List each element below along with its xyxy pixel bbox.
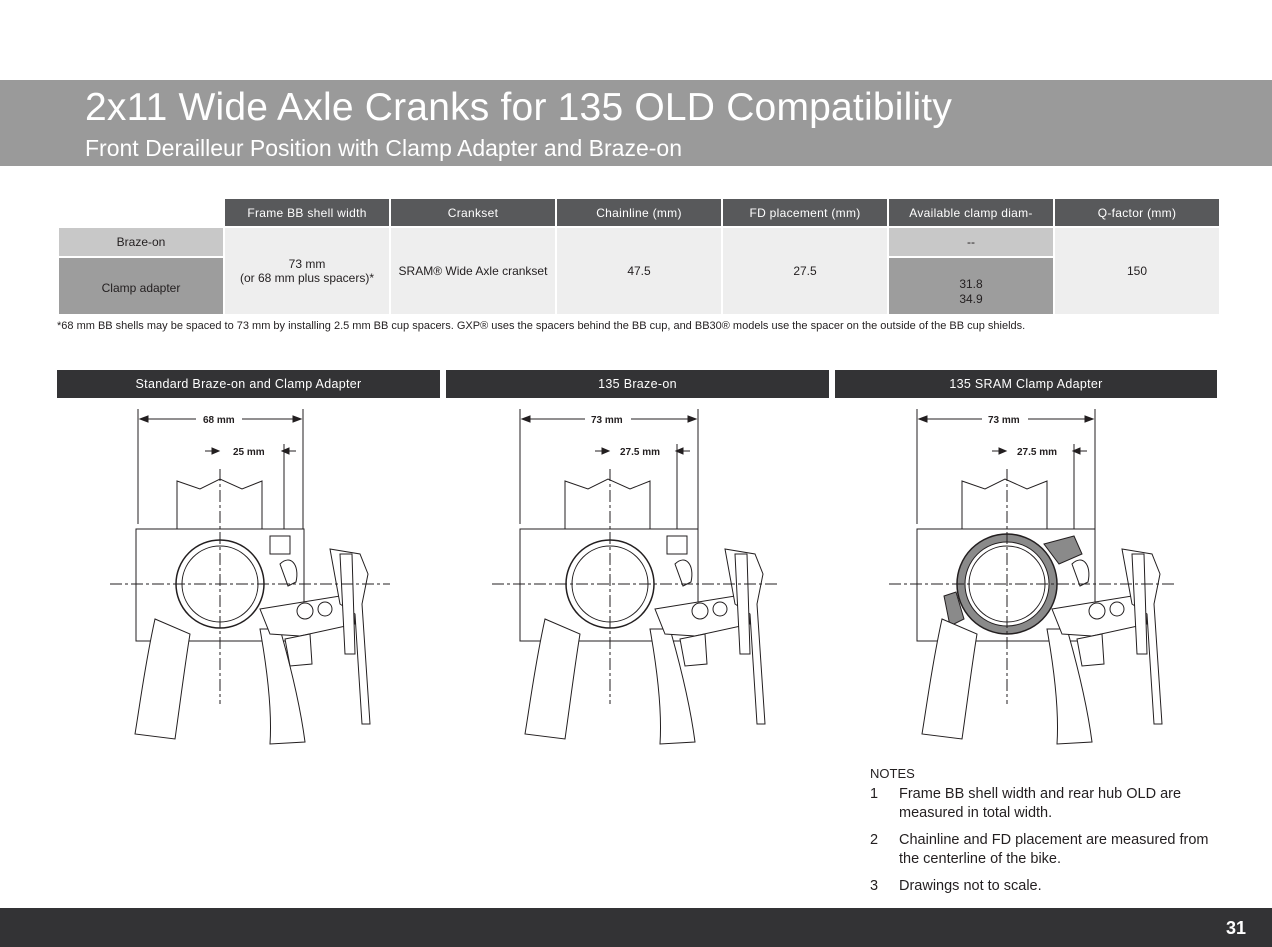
row-label-braze-on: Braze-on xyxy=(59,228,223,256)
inner-dimension-label: 27.5 mm xyxy=(1017,447,1058,458)
crankset-cell: SRAM® Wide Axle crankset xyxy=(391,228,555,314)
clamp-diam-value: 31.8 xyxy=(959,277,983,291)
compatibility-table xyxy=(57,197,1221,316)
title-banner xyxy=(0,80,1272,166)
fd-drawing-135-braze-on xyxy=(487,404,787,754)
note-text: Frame BB shell width and rear hub OLD are measured in total width. xyxy=(899,786,1182,821)
fd-placement-cell: 27.5 xyxy=(723,228,887,314)
fd-drawing-135-clamp-adapter xyxy=(884,404,1184,754)
panel-header-135-braze-on: 135 Braze-on xyxy=(446,370,829,398)
diagram-standard xyxy=(100,404,400,754)
note-text: Drawings not to scale. xyxy=(899,878,1042,894)
panel-header-135-clamp-adapter: 135 SRAM Clamp Adapter xyxy=(835,370,1217,398)
inner-dimension-label: 27.5 mm xyxy=(620,447,661,458)
page-subtitle: Front Derailleur Position with Clamp Adapter and Braze-on xyxy=(85,135,683,161)
notes-section xyxy=(870,766,1220,904)
note-number: 2 xyxy=(870,832,879,848)
column-header: Available clamp diam- xyxy=(889,199,1053,226)
bb-width-cell xyxy=(225,228,389,314)
column-header: FD placement (mm) xyxy=(723,199,887,226)
note-item xyxy=(870,877,1220,896)
table-header-row xyxy=(59,199,1219,226)
page-footer xyxy=(0,908,1272,947)
fd-drawing-standard xyxy=(100,404,400,754)
column-header: Q-factor (mm) xyxy=(1055,199,1219,226)
diagram-135-clamp-adapter xyxy=(884,404,1184,754)
outer-dimension-label: 73 mm xyxy=(988,415,1020,426)
clamp-diam-value: 34.9 xyxy=(959,292,983,306)
table-corner xyxy=(59,199,223,226)
outer-dimension-label: 73 mm xyxy=(591,415,623,426)
page-title: 2x11 Wide Axle Cranks for 135 OLD Compatibility xyxy=(85,86,953,129)
note-text: Chainline and FD placement are measured from the centerline of the bike. xyxy=(899,832,1209,867)
row-label-clamp-adapter: Clamp adapter xyxy=(59,258,223,314)
table-footnote: *68 mm BB shells may be spaced to 73 mm by installing 2.5 mm BB cup spacers. GXP® uses the spacers behind the BB cup, and BB30® models use the spacer on the outside of the BB cup shields. xyxy=(57,320,1026,332)
q-factor-cell: 150 xyxy=(1055,228,1219,314)
column-header: Frame BB shell width xyxy=(225,199,389,226)
page-number: 31 xyxy=(1225,918,1246,938)
outer-dimension-label: 68 mm xyxy=(203,415,235,426)
note-number: 1 xyxy=(870,786,879,802)
note-item xyxy=(870,785,1220,823)
bb-width-note: (or 68 mm plus spacers)* xyxy=(239,271,375,285)
panel-header-standard: Standard Braze-on and Clamp Adapter xyxy=(57,370,440,398)
table-row xyxy=(59,228,1219,256)
diagram-135-braze-on xyxy=(487,404,787,754)
clamp-diam-adapter-cell xyxy=(889,258,1053,314)
bb-width-value: 73 mm xyxy=(288,257,326,271)
clamp-diam-braze-cell: -- xyxy=(889,228,1053,256)
chainline-cell: 47.5 xyxy=(557,228,721,314)
column-header: Crankset xyxy=(391,199,555,226)
inner-dimension-label: 25 mm xyxy=(233,447,265,458)
note-item xyxy=(870,831,1220,869)
notes-heading: NOTES xyxy=(870,766,915,781)
note-number: 3 xyxy=(870,878,879,894)
column-header: Chainline (mm) xyxy=(557,199,721,226)
